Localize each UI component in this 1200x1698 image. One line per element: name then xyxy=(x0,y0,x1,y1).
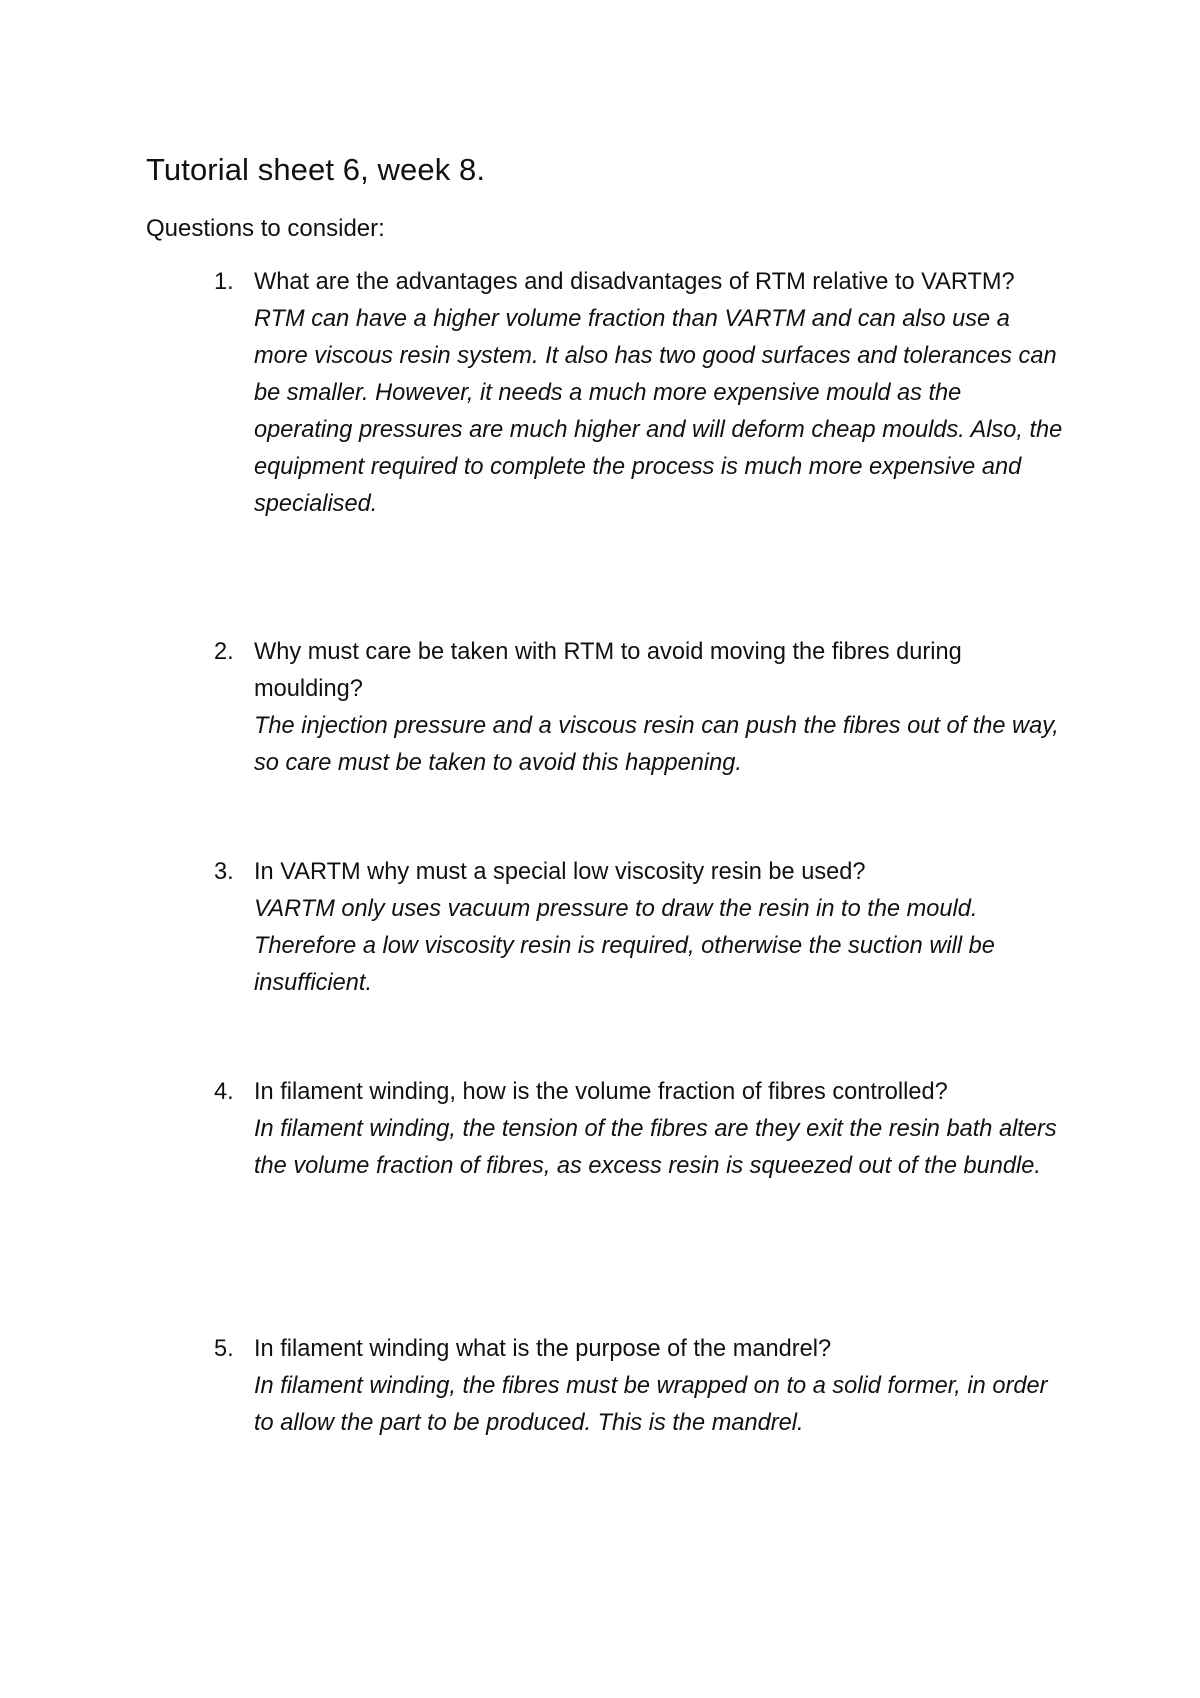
question-item-5 xyxy=(214,1331,1074,1442)
question-text: What are the advantages and disadvantages of RTM relative to VARTM? xyxy=(254,269,1015,295)
question-number: 3. xyxy=(214,859,234,885)
question-text: In filament winding, how is the volume fraction of fibres controlled? xyxy=(254,1079,948,1105)
answer-text: RTM can have a higher volume fraction than VARTM and can also use a more viscous resin system. It also has two good surfaces and tolerances can be smaller. However, it needs a much more expensive mould as the operating pressures are much higher and will deform cheap moulds. Also, the equipment required to complete the process is much more expensive and specialised. xyxy=(254,306,1063,517)
document-title: Tutorial sheet 6, week 8. xyxy=(146,152,486,187)
question-item-1 xyxy=(214,264,1074,523)
document-subtitle: Questions to consider: xyxy=(146,215,385,242)
question-item-2 xyxy=(214,634,1074,782)
answer-text: In filament winding, the fibres must be wrapped on to a solid former, in order to allow the part to be produced. This is the mandrel. xyxy=(254,1373,1048,1436)
question-item-4 xyxy=(214,1074,1074,1185)
question-number: 1. xyxy=(214,269,234,295)
answer-text: In filament winding, the tension of the fibres are they exit the resin bath alters the volume fraction of fibres, as excess resin is squeezed out of the bundle. xyxy=(254,1116,1057,1179)
question-number: 5. xyxy=(214,1336,234,1362)
question-number: 2. xyxy=(214,639,234,665)
answer-text: VARTM only uses vacuum pressure to draw the resin in to the mould. Therefore a low viscosity resin is required, otherwise the suction will be insufficient. xyxy=(254,896,995,996)
question-text: Why must care be taken with RTM to avoid moving the fibres during moulding? xyxy=(254,639,962,702)
question-text: In filament winding what is the purpose of the mandrel? xyxy=(254,1336,832,1362)
question-number: 4. xyxy=(214,1079,234,1105)
question-item-3 xyxy=(214,854,1074,1002)
answer-text: The injection pressure and a viscous resin can push the fibres out of the way, so care must be taken to avoid this happening. xyxy=(254,713,1059,776)
question-text: In VARTM why must a special low viscosity resin be used? xyxy=(254,859,866,885)
